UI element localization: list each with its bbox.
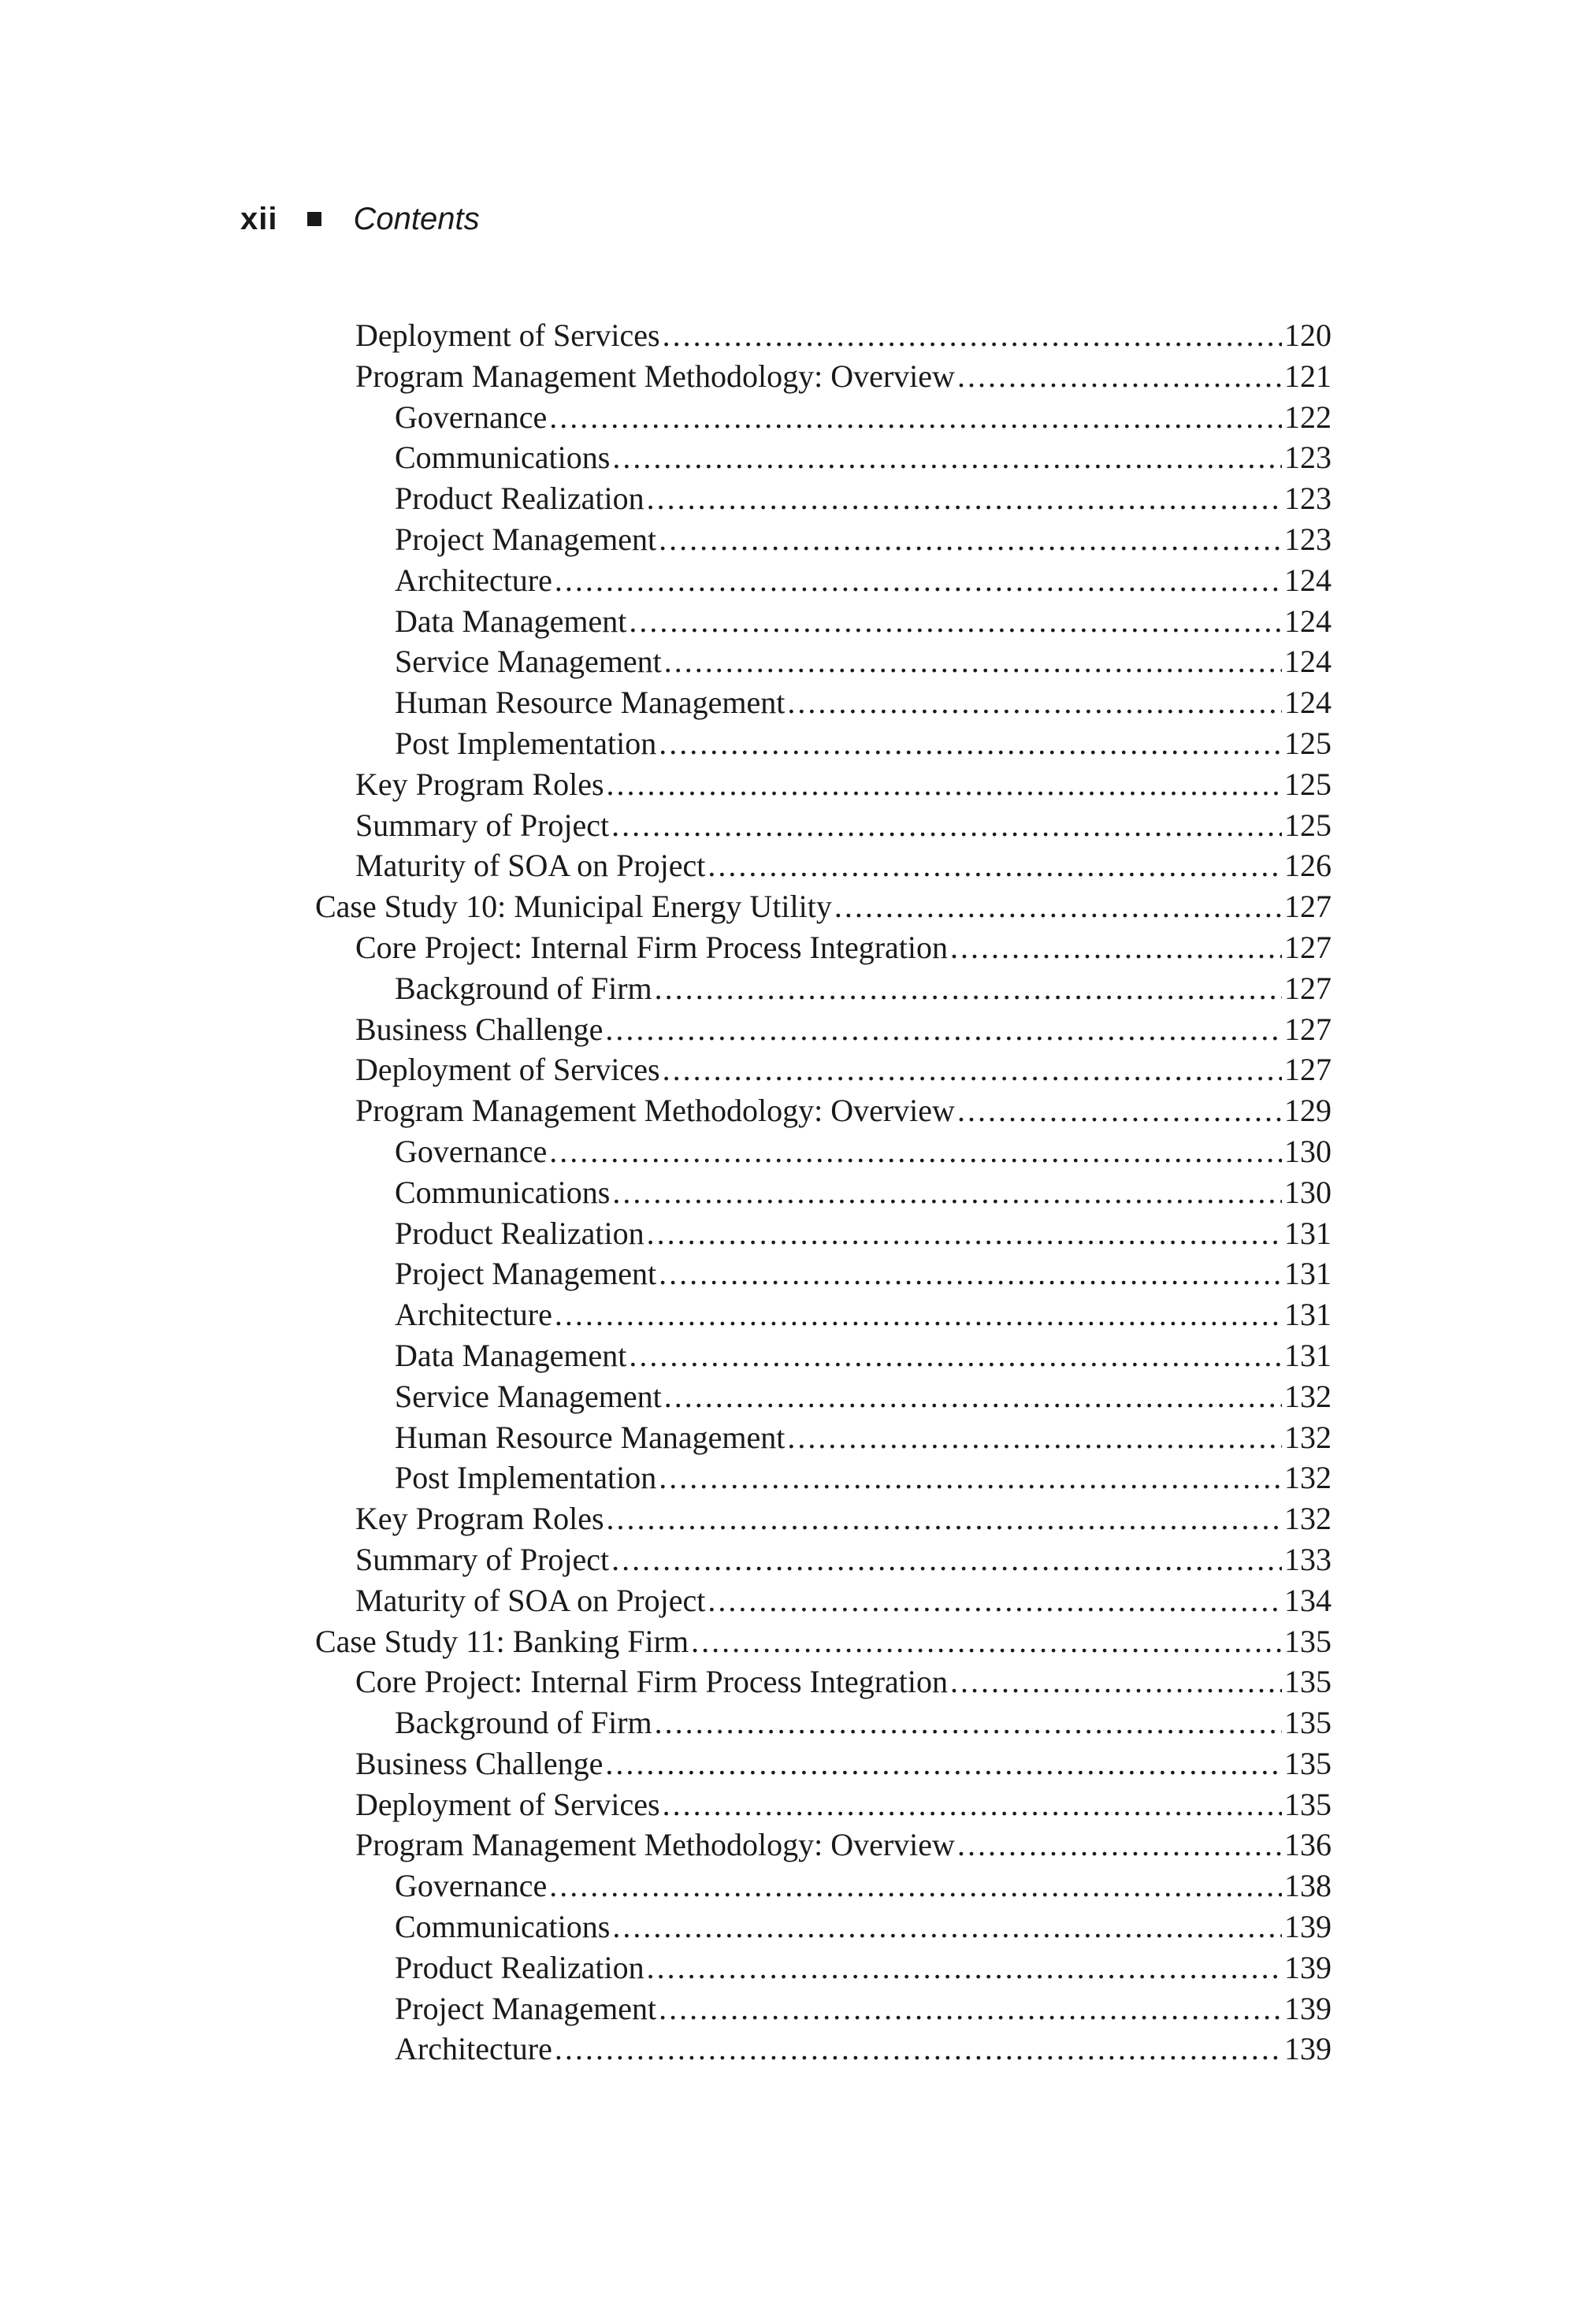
toc-entry — [315, 315, 1332, 356]
toc-entry — [315, 1621, 1332, 1662]
toc-entry — [315, 1335, 1332, 1376]
dot-leader — [555, 2029, 1282, 2070]
toc-entry — [315, 356, 1332, 397]
toc-entry-page-number: 124 — [1284, 603, 1332, 639]
toc-entry-title: Key Program Roles — [355, 766, 604, 802]
toc-entry — [315, 1009, 1332, 1050]
dot-leader — [664, 641, 1282, 682]
toc-entry — [315, 886, 1332, 927]
toc-entry — [315, 805, 1332, 846]
dot-leader — [659, 1457, 1282, 1498]
toc-entry — [315, 478, 1332, 519]
toc-entry-title: Deployment of Services — [355, 1052, 660, 1088]
toc-entry — [315, 1090, 1332, 1131]
toc-entry-title: Project Management — [395, 1990, 657, 2026]
toc-entry — [315, 1294, 1332, 1335]
dot-leader — [663, 1784, 1282, 1825]
toc-entry-page-number: 134 — [1284, 1582, 1332, 1618]
toc-entry-page-number: 135 — [1284, 1786, 1332, 1822]
toc-entry-page-number: 139 — [1284, 2031, 1332, 2067]
toc-entry-title: Program Management Methodology: Overview — [355, 1827, 955, 1863]
dot-leader — [834, 886, 1282, 927]
dot-leader — [655, 968, 1282, 1009]
toc-entry-page-number: 138 — [1284, 1868, 1332, 1904]
toc-entry-page-number: 127 — [1284, 1052, 1332, 1088]
toc-entry-title: Human Resource Management — [395, 685, 786, 721]
toc-entry-title: Case Study 11: Banking Firm — [315, 1623, 689, 1659]
toc-entry-title: Communications — [395, 1174, 611, 1210]
toc-entry — [315, 1131, 1332, 1172]
toc-entry-title: Human Resource Management — [395, 1419, 786, 1455]
toc-entry-title: Data Management — [395, 603, 627, 639]
toc-entry-page-number: 125 — [1284, 766, 1332, 802]
toc-entry — [315, 437, 1332, 478]
dot-leader — [950, 927, 1282, 968]
toc-entry-page-number: 135 — [1284, 1664, 1332, 1700]
dot-leader — [612, 1906, 1282, 1947]
toc-entry — [315, 1049, 1332, 1090]
dot-leader — [612, 437, 1282, 478]
toc-entry-title: Core Project: Internal Firm Process Integration — [355, 1664, 949, 1700]
toc-entry-title: Deployment of Services — [355, 1786, 660, 1822]
dot-leader — [664, 1376, 1282, 1417]
toc-entry-title: Maturity of SOA on Project — [355, 1582, 706, 1618]
dot-leader — [659, 723, 1282, 764]
toc-entry-page-number: 139 — [1284, 1990, 1332, 2026]
toc-entry — [315, 1743, 1332, 1784]
dot-leader — [655, 1702, 1282, 1743]
toc-entry — [315, 682, 1332, 723]
dot-leader — [957, 1090, 1282, 1131]
toc-entry-title: Core Project: Internal Firm Process Integration — [355, 929, 949, 965]
toc-entry-page-number: 132 — [1284, 1460, 1332, 1496]
dot-leader — [708, 1580, 1282, 1621]
toc-entry — [315, 927, 1332, 968]
dot-leader — [957, 356, 1282, 397]
dot-leader — [950, 1661, 1282, 1702]
toc-entry-title: Architecture — [395, 562, 552, 598]
dot-leader — [549, 1866, 1282, 1906]
section-title: Contents — [353, 201, 480, 236]
toc-entry-title: Program Management Methodology: Overview — [355, 358, 955, 394]
toc-entry-title: Communications — [395, 440, 611, 476]
toc-entry-page-number: 126 — [1284, 848, 1332, 884]
toc-entry-page-number: 122 — [1284, 399, 1332, 435]
toc-entry-title: Key Program Roles — [355, 1501, 604, 1537]
toc-entry-page-number: 131 — [1284, 1215, 1332, 1251]
toc-entry-title: Governance — [395, 1868, 548, 1904]
toc-entry-page-number: 129 — [1284, 1093, 1332, 1129]
toc-entry — [315, 1457, 1332, 1498]
dot-leader — [647, 1213, 1282, 1254]
toc-entry-page-number: 131 — [1284, 1256, 1332, 1292]
toc-entry-title: Governance — [395, 399, 548, 435]
dot-leader — [787, 1417, 1282, 1458]
toc-entry-page-number: 124 — [1284, 644, 1332, 680]
toc-entry-title: Service Management — [395, 644, 662, 680]
toc-entry — [315, 1906, 1332, 1947]
dot-leader — [629, 1335, 1282, 1376]
toc-entry — [315, 397, 1332, 438]
toc-entry-page-number: 131 — [1284, 1337, 1332, 1373]
toc-entry — [315, 1784, 1332, 1825]
dot-leader — [612, 1172, 1282, 1213]
toc-entry-title: Program Management Methodology: Overview — [355, 1093, 955, 1129]
toc-entry-page-number: 125 — [1284, 807, 1332, 843]
dot-leader — [607, 764, 1282, 805]
toc-entry-page-number: 124 — [1284, 562, 1332, 598]
toc-entry — [315, 1213, 1332, 1254]
dot-leader — [555, 1294, 1282, 1335]
toc-entry — [315, 968, 1332, 1009]
toc-entry-title: Product Realization — [395, 1949, 644, 1985]
toc-entry-title: Case Study 10: Municipal Energy Utility — [315, 889, 832, 925]
toc-entry-page-number: 132 — [1284, 1501, 1332, 1537]
toc-entry-page-number: 136 — [1284, 1827, 1332, 1863]
toc-entry-title: Background of Firm — [395, 1705, 652, 1741]
toc-entry — [315, 1947, 1332, 1988]
toc-entry — [315, 641, 1332, 682]
toc-entry-title: Post Implementation — [395, 1460, 657, 1496]
page-number: xii — [240, 201, 278, 236]
table-of-contents — [315, 315, 1332, 2070]
dot-leader — [663, 1049, 1282, 1090]
toc-entry-title: Maturity of SOA on Project — [355, 848, 706, 884]
toc-entry-page-number: 132 — [1284, 1419, 1332, 1455]
dot-leader — [787, 682, 1282, 723]
dot-leader — [659, 519, 1282, 560]
toc-entry — [315, 1702, 1332, 1743]
dot-leader — [605, 1009, 1282, 1050]
toc-entry-page-number: 131 — [1284, 1297, 1332, 1333]
dot-leader — [605, 1743, 1282, 1784]
toc-entry — [315, 1580, 1332, 1621]
toc-entry-title: Deployment of Services — [355, 317, 660, 353]
toc-entry — [315, 2029, 1332, 2070]
toc-entry — [315, 560, 1332, 601]
dot-leader — [647, 1947, 1282, 1988]
dot-leader — [611, 1539, 1282, 1580]
toc-entry — [315, 723, 1332, 764]
toc-entry-title: Post Implementation — [395, 725, 657, 761]
toc-entry-page-number: 127 — [1284, 970, 1332, 1006]
toc-entry-title: Business Challenge — [355, 1011, 604, 1047]
toc-entry — [315, 1825, 1332, 1866]
dot-leader — [659, 1988, 1282, 2029]
dot-leader — [611, 805, 1282, 846]
toc-entry-title: Service Management — [395, 1378, 662, 1414]
toc-entry-page-number: 132 — [1284, 1378, 1332, 1414]
dot-leader — [629, 601, 1282, 642]
toc-entry-title: Communications — [395, 1909, 611, 1945]
toc-entry-title: Product Realization — [395, 481, 644, 517]
toc-entry-page-number: 124 — [1284, 685, 1332, 721]
toc-entry-title: Data Management — [395, 1337, 627, 1373]
toc-entry — [315, 1376, 1332, 1417]
dot-leader — [708, 845, 1282, 886]
toc-entry-page-number: 133 — [1284, 1541, 1332, 1577]
toc-entry-title: Governance — [395, 1133, 548, 1169]
toc-entry — [315, 1866, 1332, 1906]
square-bullet-icon — [307, 212, 321, 226]
toc-entry-title: Project Management — [395, 521, 657, 557]
toc-entry — [315, 1172, 1332, 1213]
toc-entry-page-number: 120 — [1284, 317, 1332, 353]
toc-entry-page-number: 123 — [1284, 521, 1332, 557]
dot-leader — [691, 1621, 1282, 1662]
dot-leader — [659, 1253, 1282, 1294]
toc-entry-page-number: 127 — [1284, 1011, 1332, 1047]
toc-entry-page-number: 135 — [1284, 1745, 1332, 1781]
toc-entry-page-number: 127 — [1284, 929, 1332, 965]
toc-entry-page-number: 135 — [1284, 1623, 1332, 1659]
toc-entry-page-number: 125 — [1284, 725, 1332, 761]
toc-entry-page-number: 139 — [1284, 1949, 1332, 1985]
toc-entry — [315, 1253, 1332, 1294]
toc-entry-title: Summary of Project — [355, 1541, 610, 1577]
toc-entry-page-number: 130 — [1284, 1133, 1332, 1169]
toc-entry — [315, 601, 1332, 642]
toc-entry-title: Business Challenge — [355, 1745, 604, 1781]
toc-entry-page-number: 139 — [1284, 1909, 1332, 1945]
toc-entry-page-number: 130 — [1284, 1174, 1332, 1210]
toc-entry-title: Project Management — [395, 1256, 657, 1292]
dot-leader — [549, 397, 1282, 438]
dot-leader — [549, 1131, 1282, 1172]
toc-entry — [315, 764, 1332, 805]
dot-leader — [647, 478, 1282, 519]
dot-leader — [555, 560, 1282, 601]
toc-entry-title: Background of Firm — [395, 970, 652, 1006]
toc-entry — [315, 1417, 1332, 1458]
toc-entry — [315, 1988, 1332, 2029]
toc-entry-page-number: 123 — [1284, 481, 1332, 517]
dot-leader — [663, 315, 1282, 356]
toc-entry-page-number: 127 — [1284, 889, 1332, 925]
toc-entry-title: Summary of Project — [355, 807, 610, 843]
dot-leader — [607, 1498, 1282, 1539]
toc-entry-title: Architecture — [395, 2031, 552, 2067]
toc-entry — [315, 1661, 1332, 1702]
toc-entry — [315, 519, 1332, 560]
toc-entry-page-number: 123 — [1284, 440, 1332, 476]
toc-entry-title: Architecture — [395, 1297, 552, 1333]
toc-entry-page-number: 135 — [1284, 1705, 1332, 1741]
toc-entry — [315, 1539, 1332, 1580]
toc-entry — [315, 845, 1332, 886]
toc-entry — [315, 1498, 1332, 1539]
dot-leader — [957, 1825, 1282, 1866]
running-head — [240, 195, 480, 243]
toc-entry-page-number: 121 — [1284, 358, 1332, 394]
toc-entry-title: Product Realization — [395, 1215, 644, 1251]
